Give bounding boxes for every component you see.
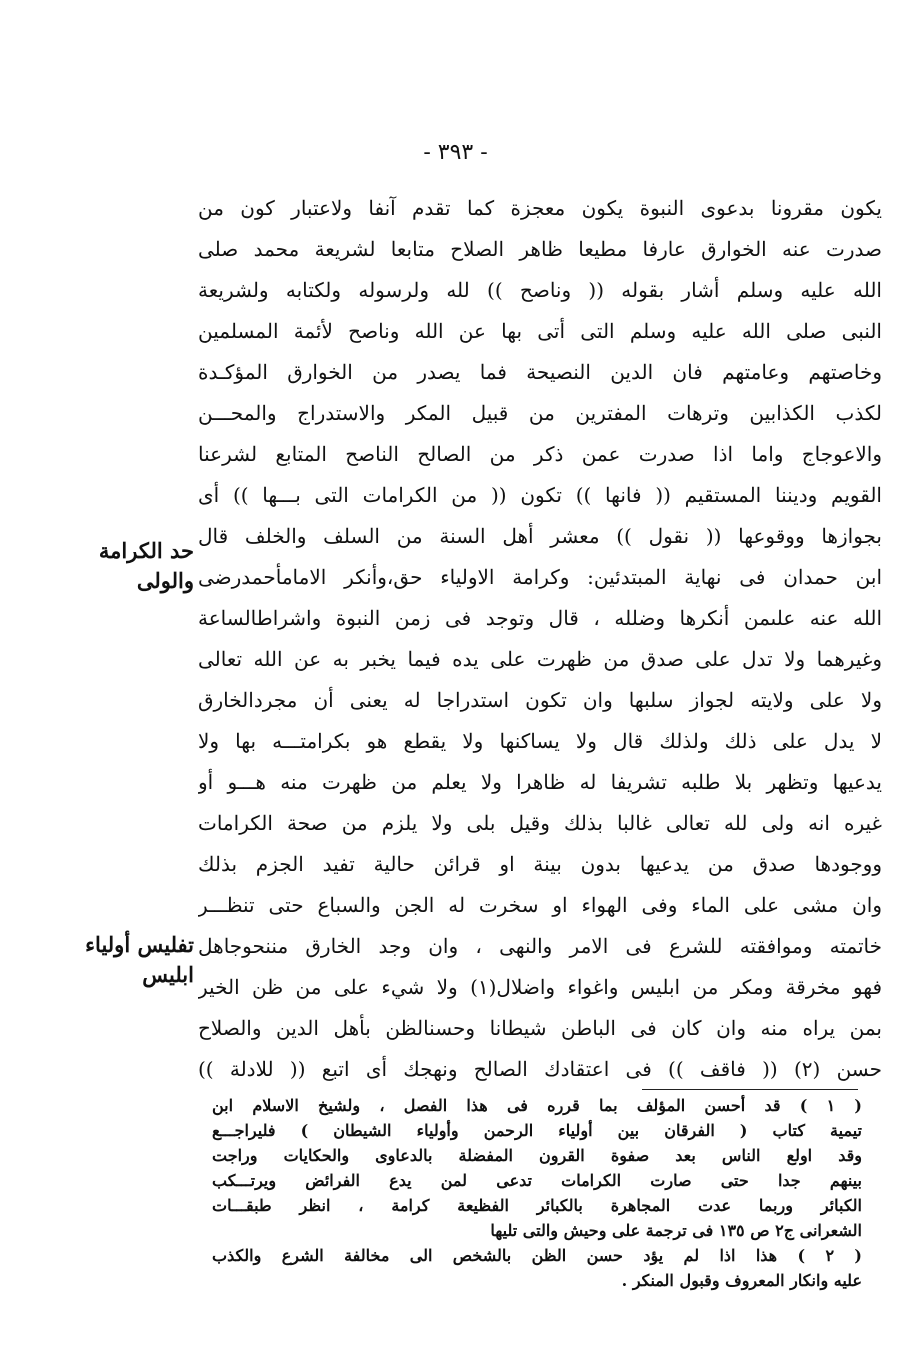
- text-line: وان مشى على الماء وفى الهواء او سخرت له الجن والسباع حتى تنظـــر: [198, 893, 882, 917]
- text-line: لا يدل على ذلك ولذلك قال ولا يساكنها ولا يقطع هو بكرامتـــه بها ولا: [198, 729, 882, 753]
- text-line: صدرت عنه الخوارق عارفا مطيعا ظاهر الصلاح متابعا لشريعة محمد صلى: [198, 237, 882, 261]
- footnotes: [212, 1093, 862, 1293]
- side-note-line: والولى: [136, 568, 194, 593]
- side-note-karama: [62, 536, 194, 596]
- text-line: النبى صلى الله عليه وسلم التى أتى بها عن الله وناصح لأئمة المسلمين: [198, 319, 882, 343]
- text-line: حسن (٢) (( فاقف )) فى اعتقادك الصالح ونهجك أى اتبع (( للادلة )): [198, 1057, 882, 1081]
- text-line: القويم وديننا المستقيم (( فانها )) تكون (( من الكرامات التى بـــها )) أى: [198, 483, 882, 507]
- body-text: [198, 188, 882, 1090]
- text-line: وغيرهما ولا تدل على صدق من ظهرت على يده فيما يخبر به عن الله تعالى: [198, 647, 882, 671]
- footnote-line: بينهم جدا حتى صارت الكرامات تدعى لمن يدع الفرائض ويرتـــكب: [212, 1171, 862, 1190]
- text-line: يكون مقرونا بدعوى النبوة يكون معجزة كما تقدم آنفا ولاعتبار كون من: [198, 196, 882, 220]
- footnote-line: الكبائر وربما عدت المجاهرة بالكبائر الفظيعة كرامة ، انظر طبقـــات: [212, 1196, 862, 1215]
- text-line: بجوازها ووقوعها (( نقول )) معشر أهل السنة من السلف والخلف قال: [198, 524, 882, 548]
- text-line: الله عنه علىمن أنكرها وضلله ، قال وتوجد فى زمن النبوة واشراطالساعة: [198, 606, 882, 630]
- text-line: فهو مخرقة ومكر من ابليس واغواء واضلال(١) ولا شيء على من ظن الخير: [198, 975, 882, 999]
- side-note-line: ابليس: [142, 962, 194, 987]
- text-line: ولا على ولايته لجواز سلبها وان تكون استدراجا له يعنى أن مجردالخارق: [198, 688, 882, 712]
- footnote-line: ( ١ ) قد أحسن المؤلف بما قرره فى هذا الفصل ، ولشيخ الاسلام ابن: [212, 1096, 862, 1115]
- text-line: خاتمته وموافقته للشرع فى الامر والنهى ، وان وجد الخارق مننحوجاهل: [198, 934, 882, 958]
- footnote-line: تيمية كتاب ( الفرقان بين أولياء الرحمن وأولياء الشيطان ) فليراجـــع: [212, 1121, 862, 1140]
- text-line: لكذب الكذابين وترهات المفترين من قبيل المكر والاستدراج والمحـــن: [198, 401, 882, 425]
- text-line: والاعوجاج واما اذا صدرت عمن ذكر من الصالح الناصح المتابع لشرعنا: [198, 442, 882, 466]
- text-line: الله عليه وسلم أشار بقوله (( وناصح )) لله ولرسوله ولكتابه ولشريعة: [198, 278, 882, 302]
- side-note-line: حد الكرامة: [98, 538, 194, 563]
- text-line: غيره انه ولى لله تعالى غالبا بذلك وقيل بلى ولا يلزم من صحة الكرامات: [198, 811, 882, 835]
- footnote-divider: [642, 1089, 858, 1090]
- side-note-iblis: [62, 930, 194, 990]
- side-note-line: تفليس أولياء: [85, 932, 194, 957]
- footnote-line: عليه وانكار المعروف وقبول المنكر .: [621, 1271, 862, 1290]
- text-line: بمن يراه منه وان كان فى الباطن شيطانا وحسنالظن بأهل الدين والصلاح: [198, 1016, 882, 1040]
- footnote-line: وقد اولع الناس بعد صفوة القرون المفضلة بالدعاوى والحكايات وراجت: [212, 1146, 862, 1165]
- page-number: - ٣٩٣ -: [423, 140, 488, 165]
- text-line: ابن حمدان فى نهاية المبتدئين: وكرامة الاولياء حق،وأنكر الامامأحمدرضى: [198, 565, 882, 589]
- text-line: يدعيها وتظهر بلا طلبه تشريفا له ظاهرا ولا يعلم من ظهرت منه هـــو أو: [198, 770, 882, 794]
- footnote-line: ( ٢ ) هذا اذا لم يؤد حسن الظن بالشخص الى مخالفة الشرع والكذب: [212, 1246, 862, 1265]
- text-line: وخاصتهم وعامتهم فان الدين النصيحة فما يصدر من الخوارق المؤكـدة: [198, 360, 882, 384]
- text-line: ووجودها صدق من يدعيها بدون بينة او قرائن حالية تفيد الجزم بذلك: [198, 852, 882, 876]
- footnote-line: الشعرانى ج٢ ص ١٣٥ فى ترجمة على وحيش والتى تليها: [490, 1221, 862, 1240]
